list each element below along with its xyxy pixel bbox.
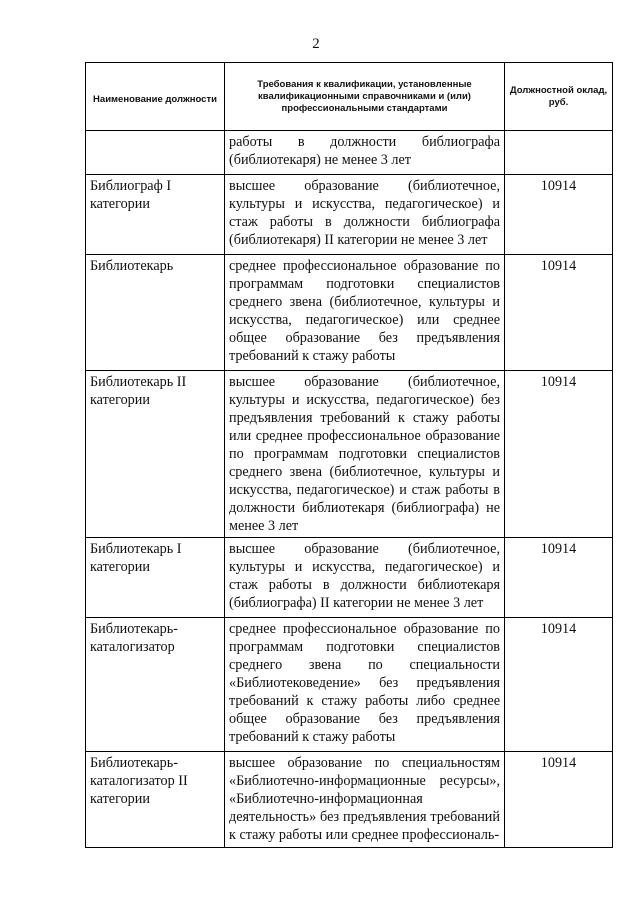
requirements-cell: работы в должности библиографа (библиотекаря) не менее 3 лет (225, 131, 505, 175)
table-row (86, 538, 613, 618)
table-row (86, 175, 613, 255)
salary-cell (505, 131, 613, 175)
table-row (86, 752, 613, 848)
header-salary: Должностной оклад, руб. (505, 63, 613, 131)
salary-cell: 10914 (505, 255, 613, 371)
table-row (86, 618, 613, 752)
position-cell: Библиотекарь I категории (86, 538, 225, 618)
salary-cell: 10914 (505, 538, 613, 618)
requirements-cell: высшее образование (библиотечное, культуры и искусства, педагогическое) и стаж работы в должности библиотекаря (библиографа) II категории не менее 3 лет (225, 538, 505, 618)
position-cell (86, 131, 225, 175)
header-position: Наименование должности (86, 63, 225, 131)
requirements-cell: высшее образование (библиотечное, культуры и искусства, педагогическое) без предъявления требований к стажу работы или среднее профессиональное образование по программам подготовки специалистов среднего звена (библиотечное, культуры и искусства, педагогическое) и стаж работы в должности библиотекаря (библиографа) не менее 3 лет (225, 371, 505, 538)
table-row (86, 371, 613, 538)
position-cell: Библиотекарь-каталогизатор (86, 618, 225, 752)
salary-cell: 10914 (505, 752, 613, 848)
requirements-cell: среднее профессиональное образование по программам подготовки специалистов среднего звена (библиотечное, культуры и искусства, педагогическое) или среднее общее образование без предъявления требований к стажу работы (225, 255, 505, 371)
salary-cell: 10914 (505, 371, 613, 538)
page-number: 2 (312, 36, 320, 52)
position-cell: Библиотекарь II категории (86, 371, 225, 538)
position-cell: Библиотекарь-каталогизатор II категории (86, 752, 225, 848)
table-row (86, 131, 613, 175)
requirements-cell: высшее образование по специальностям «Библиотечно-информационные ресурсы», «Библиотечно-информационная деятельность» без предъявления требований к стажу работы или среднее профессиональ- (225, 752, 505, 848)
requirements-cell: высшее образование (библиотечное, культуры и искусства, педагогическое) и стаж работы в должности библиографа (библиотекаря) II категории не менее 3 лет (225, 175, 505, 255)
table-row (86, 255, 613, 371)
qualification-table (85, 62, 613, 848)
header-requirements: Требования к квалификации, установленные квалификационными справочниками и (или) профессиональными стандартами (225, 63, 505, 131)
position-cell: Библиограф I категории (86, 175, 225, 255)
salary-cell: 10914 (505, 618, 613, 752)
table-header-row (86, 63, 613, 131)
position-cell: Библиотекарь (86, 255, 225, 371)
salary-cell: 10914 (505, 175, 613, 255)
requirements-cell: среднее профессиональное образование по программам подготовки специалистов среднего звена по специальности «Библиотековедение» без предъявления требований к стажу работы либо среднее общее образование без предъявления требований к стажу работы (225, 618, 505, 752)
